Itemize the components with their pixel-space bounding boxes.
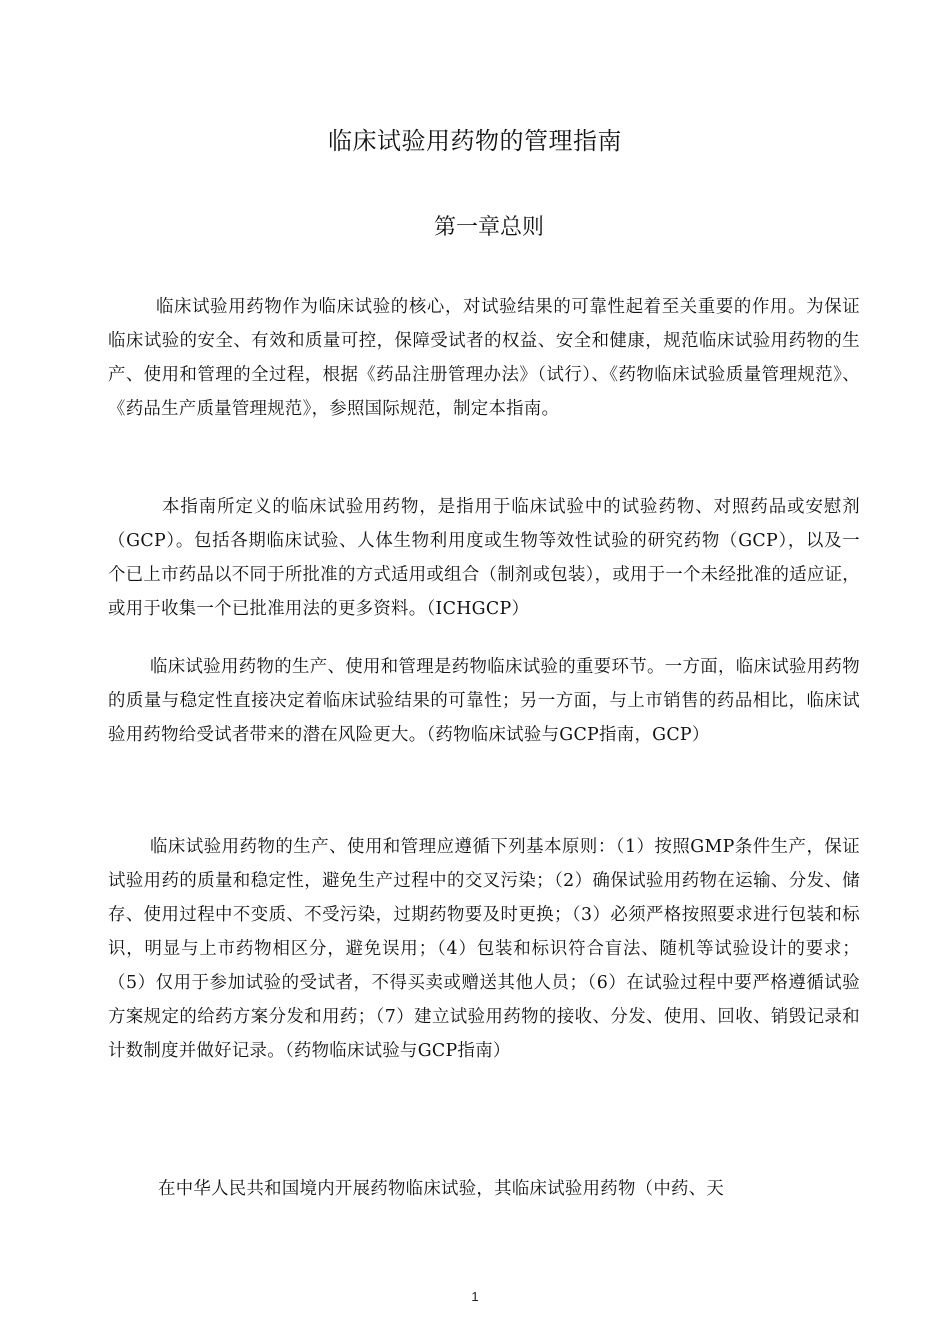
document-title: 临床试验用药物的管理指南 [328, 127, 622, 155]
paragraph-purpose: 临床试验用药物作为临床试验的核心，对试验结果的可靠性起着至关重要的作用。为保证临床试验的安全、有效和质量可控，保障受试者的权益、安全和健康，规范临床试验用药物的生产、使用和管理的全过程，根据《药品注册管理办法》（试行）、《药物临床试验质量管理规范》、《药品生产质量管理规范》，参照国际规范，制定本指南。 [108, 297, 860, 419]
paragraph-importance: 临床试验用药物的生产、使用和管理是药物临床试验的重要环节。一方面，临床试验用药物的质量与稳定性直接决定着临床试验结果的可靠性；另一方面，与上市销售的药品相比，临床试验用药物给受试者带来的潜在风险更大。（药物临床试验与GCP指南，GCP） [108, 657, 860, 745]
paragraph-principles: 临床试验用药物的生产、使用和管理应遵循下列基本原则：（1）按照GMP条件生产，保证试验用药的质量和稳定性，避免生产过程中的交叉污染；（2）确保试验用药物在运输、分发、储存、使用过程中不变质、不受污染，过期药物要及时更换；（3）必须严格按照要求进行包装和标识，明显与上市药物相区分，避免误用；（4）包装和标识符合盲法、随机等试验设计的要求；（5）仅用于参加试验的受试者，不得买卖或赠送其他人员；（6）在试验过程中要严格遵循试验方案规定的给药方案分发和用药；（7）建立试验用药物的接收、分发、使用、回收、销毁记录和计数制度并做好记录。（药物临床试验与GCP指南） [108, 837, 860, 1061]
chapter-heading: 第一章总则 [433, 215, 544, 240]
paragraph-definition: 本指南所定义的临床试验用药物，是指用于临床试验中的试验药物、对照药品或安慰剂（GCP）。包括各期临床试验、人体生物利用度或生物等效性试验的研究药物（GCP），以及一个已上市药品以不同于所批准的方式适用或组合（制剂或包装），或用于一个未经批准的适应证，或用于收集一个已批准用法的更多资料。（ICHGCP） [108, 497, 861, 619]
paragraph-scope: 在中华人民共和国境内开展药物临床试验，其临床试验用药物（中药、天 [158, 1179, 725, 1199]
page-number: 1 [471, 1289, 479, 1304]
